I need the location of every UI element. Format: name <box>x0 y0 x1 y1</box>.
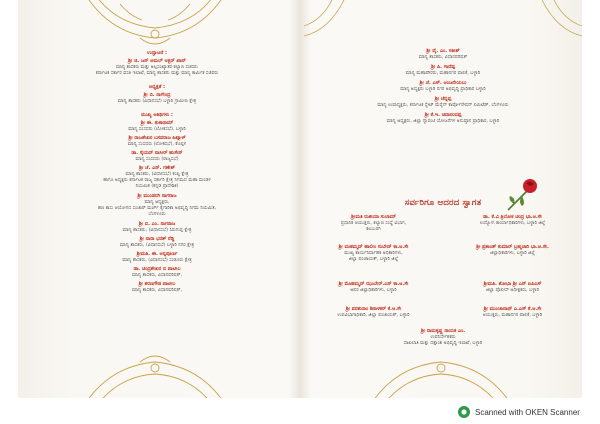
guest-designation: ಮಾನ್ಯ ಉಪಾಧ್ಯಕ್ಷರು, ಕರ್ನಾಟಕ ಸ್ಟೇಟ್ ಮೆರೈನ್ ಕಾರ್ಪೋರೇಷನ್ ಲಿಮಿಟೆಡ್, ಬೆಂಗಳೂರು <box>377 103 509 108</box>
guest-designation: ಅಪರ ಜಿಲ್ಲಾಧಿಕಾರಿಗಳು, ಬಳ್ಳಾರಿ <box>350 288 397 293</box>
guest-designation: ಮಾನ್ಯ ಅಧ್ಯಕ್ಷರು ಬಳ್ಳಾರಿ ನಗರ ಅಭಿವೃದ್ಧಿ ಪ್ರಾಧಿಕಾರ ಬಳ್ಳಾರಿ <box>400 87 486 92</box>
guest-designation: ಜಿಲ್ಲಾಧಿಕಾರಿಗಳು, ಬಳ್ಳಾರಿ ಜಿಲ್ಲೆ <box>490 251 535 256</box>
welcome-heading: ಸರ್ವರಿಗೂ ಆದರದ ಸ್ವಾಗತ <box>404 198 482 208</box>
guest-name: ಡಾ. ಸೈಯದ್ ನಾಸೀರ್ ಹುಸೇನ್ <box>131 150 183 156</box>
guest-designation: ಮಾನ್ಯ ಶಾಸಕರು (ವಿಧಾನಸಭೆ) ಬಳ್ಳಾರಿ ಗ್ರಾಮೀಣ ಕ್ಷೇತ್ರ <box>117 99 197 104</box>
guest-designation: ಮಾನ್ಯ ಶಾಸಕರು, (ವಿಧಾನಸಭೆ) ಸಿರುಗುಪ್ಪ ಕ್ಷೇತ್ರ <box>122 228 192 233</box>
guest-designation: ದಾಖಲಾತಿ ಮತ್ತು ದತ್ತಾಂಶ ಅಭಿವೃದ್ಧಿ ಇಲಾಖೆ, ಬಳ್ಳಾರಿ <box>403 341 483 346</box>
scanned-document <box>18 0 582 398</box>
guest-name: ಶ್ರೀ ಕೆ.ಇ. ಚಿದಾನಂದಪ್ಪ <box>424 112 462 118</box>
guest-name: ಶ್ರೀ ಈ. ತುಕಾರಾಮ್ <box>140 120 174 126</box>
guest-name: ಶ್ರೀ ಜೆ. ಎಸ್. ಆಂಜನೇಯಲು <box>419 80 467 86</box>
guest-designation: ಹಾಗೂ ಅಧ್ಯಕ್ಷರು ಕರ್ನಾಟಕ ರಾಜ್ಯ ಸರ್ಕಾರಿ ಕ್ಷೇತ್ರ ನಿಗಮದ ಮಹಾ ಮಂಡಳ <box>103 178 211 183</box>
bottom-ornament <box>80 354 230 398</box>
guest-name: ಶ್ರೀ ಬಿ. ಎಂ. ನಾಗರಾಜ <box>138 221 176 227</box>
guest-designation: ಬೆಂಗಳೂರು <box>148 212 166 217</box>
guest-designation: ಜಿಲ್ಲಾ ಪಂಚಾಯತ್, ಬಳ್ಳಾರಿ ಜಿಲ್ಲೆ <box>348 257 399 262</box>
guest-name: ಶ್ರೀ ಪರಶುರಾಂ ಶಿನಾಳಕರ್ ಕೆ.ಆ.ಸೇ <box>345 306 402 312</box>
guest-designation: ಮಾನ್ಯ ಶಾಸಕರು, ವಿಧಾನಪರಿಷತ್ <box>418 55 468 60</box>
guest-designation: ಮಾನ್ಯ ಶಾಸಕರು, (ವಿಧಾನಸಭೆ) ಸಂಡೂರು ಕ್ಷೇತ್ರ <box>122 258 192 263</box>
scanner-label: Scanned with OKEN Scanner <box>475 407 580 417</box>
guest-name: ಶ್ರೀ ಬಿ. ನಾಗೇಂದ್ರ <box>143 92 171 98</box>
guest-name: ಡಾ. ಚಂದ್ರಶೇಖರ ಬಿ ಪಾಟೀಲ <box>133 266 181 272</box>
guest-name: ಶ್ರೀ ಜೆ. ಎನ್. ಗಣೇಶ್ <box>139 165 175 171</box>
guest-name: ಶ್ರೀ ನಾರಾ ಭರತ್ ರೆಡ್ಡಿ <box>139 236 175 242</box>
guest-designation: ಮಾನ್ಯ ಸಂಸದರು (ರಾಜ್ಯಸಭೆ) <box>135 157 179 162</box>
bottom-ornament <box>366 354 516 398</box>
guest-designation: ಮಾನ್ಯ ಶಾಸಕರು ಮತ್ತು ಅಲ್ಪಸಂಖ್ಯಾತರ ಕಲ್ಯಾಣ ಸಚಿವರು <box>116 65 198 70</box>
guest-designation: ಮಾನ್ಯ ಸಂಸದರು (ಲೋಕಸಭೆ), ಬಳ್ಳಾರಿ <box>128 127 186 132</box>
guest-designation: ಮಾನ್ಯ ಶಾಸಕರು, ವಿಧಾನಪರಿಷತ್, <box>131 273 183 278</box>
guest-designation: ಮಾನ್ಯ ಶಾಸಕರು, (ವಿಧಾನಸಭೆ) ಕಂಪ್ಲಿ ಕ್ಷೇತ್ರ <box>125 172 189 177</box>
guest-name: ಉದ್ಘಾಟನೆ : <box>147 50 167 56</box>
guest-designation: ಮಾನ್ಯ ಅಧ್ಯಕ್ಷರು, <box>144 200 170 205</box>
guest-designation: ಮಾನ್ಯ ಮಹಾಪೌರರು, ಮಹಾನಗರ ಪಾಲಿಕೆ, ಬಳ್ಳಾರಿ <box>405 71 481 76</box>
guest-name: ಶ್ರೀಮತಿ. ಶೋಭಾ ಶ್ರೀ ಎನ್ ಐಪಿಎಸ್ <box>483 281 542 287</box>
guest-designation: ಕಲಬುರಗಿ <box>366 227 381 232</box>
guest-designation: ಕರ್ನಾಟಕ ಸರ್ಕಾರ ವಸತಿ ಇಲಾಖೆ, ಮಾನ್ಯ ಶಾಸಕರು ಮತ್ತು ಮಾನ್ಯ ಕಾರ್ಮಿಕ ಸಚಿವರು <box>95 71 219 76</box>
guest-name: ಶ್ರೀಮತಿ ರುಖಿಯಾ ಸುಲಾಮ್ <box>351 214 396 220</box>
guest-designation: ಮಾನ್ಯ ಅಧ್ಯಕ್ಷರು, ಜಿಲ್ಲಾ ಗ್ಯಾರಂಟಿ ಯೋಜನೆಗಳ ಅನುಷ್ಠಾನ ಪ್ರಾಧಿಕಾರ, ಬಳ್ಳಾರಿ <box>386 119 500 124</box>
guest-designation: ನಿಯಮಿತ (ಕನ್ನಡ ಪ್ರಾದೇಶಿಕ) <box>135 184 179 189</box>
guest-designation: ಉಪನಿರ್ದೇಶಕರು <box>430 335 456 340</box>
scanner-watermark <box>458 406 580 418</box>
guest-designation: ಮಾನ್ಯ ಸಂಸದರು (ಲೋಕಸಭೆ), ಕೊಪ್ಪಳ <box>127 142 187 147</box>
guest-name: ಶ್ರೀ ಮೊಹಮ್ಮದ್ ಝುಬೇರ್.ಎನ್ ಕಾ.ಆ.ಸೇ <box>338 281 409 287</box>
oken-scanner-logo-icon <box>458 406 470 418</box>
rose-flower-icon <box>500 174 540 214</box>
guest-designation: ಮುಖ್ಯ ಕಾರ್ಯನಿರ್ವಾಹಕ ಅಧಿಕಾರಿಗಳು, <box>344 251 403 256</box>
guest-name: ಶ್ರೀ ರಾಮಕೃಷ್ಣ ನಾಯಕ ಎಂ. <box>420 328 466 334</box>
guest-designation: ಜಿಲ್ಲಾ ಪೊಲೀಸ್ ಅಧೀಕ್ಷಕರು, ಬಳ್ಳಾರಿ <box>485 288 540 293</box>
guest-name: ಶ್ರೀ ಶರಣಗೌಡ ಪಾಟೀಲ <box>138 281 176 287</box>
guest-name: ಶ್ರೀ ರಾಜಶೇಖರ ಬಸವರಾಜ ಹಿಟ್ನಾಳ್ <box>128 135 186 141</box>
guest-name: ಶ್ರೀ ವೈ. ಎಂ. ಸತೀಶ್ <box>426 48 460 54</box>
guest-designation: ಉದ್ಯೋಗ ಕಾರ್ಯಾಧಿಕಾರಿಗಳು, ಬಳ್ಳಾರಿ ಜಿಲ್ಲೆ <box>479 221 546 226</box>
guest-name: ಶ್ರೀಮತಿ. ಈ. ಅನ್ನಪೂರ್ಣ <box>136 251 178 257</box>
guest-designation: ಮಾನ್ಯ ಶಾಸಕರು, (ವಿಧಾನಸಭೆ) ಬಳ್ಳಾರಿ ನಗರ ಕ್ಷೇತ್ರ <box>119 243 195 248</box>
guest-name: ಶ್ರೀ ಜೆನ್ನಪ್ಪ <box>434 96 452 102</box>
guest-name: ಶ್ರೀ ಮುಂಜಾನಾಥ್ ಎ.ಎಸ್ ಕೆ.ಆ.ಸೇ <box>483 306 542 312</box>
right-page <box>304 0 582 398</box>
left-page <box>18 0 296 398</box>
guest-designation: ಉಪವಿಭಾಗಾಧಿಕಾರಿ, ಜಿಲ್ಲಾ ಪಂಚಾಯತ್, ಬಳ್ಳಾರಿ <box>337 313 410 318</box>
top-ornament <box>80 0 230 46</box>
guest-name: ಶ್ರೀ ಪಿ. ಗಾದೆಪ್ಪ <box>431 64 455 70</box>
guest-designation: ಪ್ರಧಾನಿಕ ಆಯುಕ್ತರು, ಕಲ್ಯಾಣ ಸಂಸ್ಥೆ ವಿಭಾಗ, <box>340 221 407 226</box>
guest-designation: ಆಯುಕ್ತರು, ಮಹಾನಗರ ಪಾಲಿಕೆ, ಬಳ್ಳಾರಿ <box>482 313 543 318</box>
guest-designation: ಹಣ ಕಾಸು ಆಯೋಗದ ಸಂಚಾರ್ ಮರ್ಚ್ ಕೈಗಾರಿಕಾ ಅಭಿವೃದ್ಧಿ ನಿಗಮ ನಿಯಮಿತ, <box>97 206 217 211</box>
guest-name: ಡಾ. ಕೆ.ವಿ ತ್ರಿಲೋಕ ಚಂದ್ರ ಭಾ.ಆ.ಸೇ <box>483 214 542 220</box>
corner-ornament <box>304 0 374 40</box>
guest-designation: ಮಾನ್ಯ ಶಾಸಕರು, ವಿಧಾನಪರಿಷತ್, <box>131 288 183 293</box>
guest-name: ಮುಖ್ಯ ಅತಿಥಿಗಳು : <box>141 112 173 118</box>
guest-name: ಶ್ರೀ ಪ್ರಶಾಂತ್ ಕುಮಾರ್ ಬ್ರಹ್ಮಚಾರಿ ಭಾ.ಆ.ಸೇ. <box>476 244 549 250</box>
guest-name: ಶ್ರೀ ಮುಂಡರಗಿ ನಾಗರಾಜ <box>137 193 177 199</box>
guest-name: ಅಧ್ಯಕ್ಷತೆ : <box>148 84 166 90</box>
corner-ornament <box>512 0 582 40</box>
guest-name: ಶ್ರೀ ಮಹಮ್ಮದ್ ಹಾಲೀಂ ಸುಬೇದ್ ಕಾ.ಆ.ಸೇ <box>338 244 409 250</box>
guest-name: ಶ್ರೀ ಜಿ. ಜನ್ ಅಮಲ್ ಅಕ್ಬರ್ ಖಾನ್ <box>128 58 186 64</box>
